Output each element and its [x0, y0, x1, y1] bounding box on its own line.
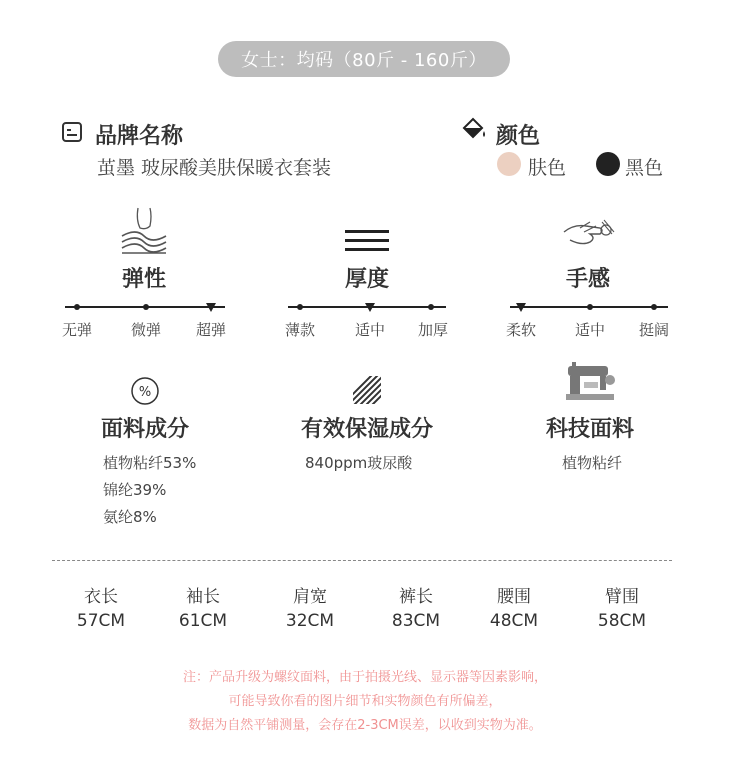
color-title: 颜色 [496, 124, 541, 149]
scale-dot [428, 304, 434, 310]
scale-dot [143, 304, 149, 310]
measurement-label: 臂围 [605, 587, 639, 607]
measurement-value: 57CM [76, 611, 126, 631]
scale-marker [516, 303, 526, 312]
composition-line: 840ppm玻尿酸 [305, 454, 413, 472]
note-line: 数据为自然平铺测量，会存在2-3CM误差，以收到实物为准。 [188, 718, 542, 733]
measurement-value: 61CM [178, 611, 228, 631]
percent-icon [130, 376, 160, 406]
tick-label: 薄款 [284, 321, 315, 339]
tick-label: 加厚 [417, 321, 448, 339]
measurement-label: 腰围 [497, 587, 531, 607]
composition-title-fabric: 面料成分 [100, 417, 189, 442]
measurement-value: 48CM [489, 611, 539, 631]
tick-label: 适中 [574, 321, 605, 339]
tick-label: 微弹 [130, 321, 161, 339]
measurement-label: 裤长 [399, 587, 433, 607]
color-swatch-skin[interactable] [497, 152, 521, 176]
tick-label: 挺阔 [638, 321, 669, 339]
composition-title-moisture: 有效保湿成分 [300, 417, 433, 442]
thickness-icon [339, 206, 395, 256]
brand-title: 品牌名称 [95, 124, 184, 149]
measurement-label: 袖长 [186, 587, 220, 607]
composition-title-tech: 科技面料 [545, 417, 634, 442]
scale-dot [587, 304, 593, 310]
composition-line: 氨纶8% [103, 508, 157, 526]
dashed-divider [52, 560, 672, 561]
note-line: 可能导致你看的图片细节和实物颜色有所偏差， [228, 694, 502, 709]
hand-feel-icon [560, 210, 616, 260]
color-swatch-black[interactable] [596, 152, 620, 176]
color-label-black: 黑色 [625, 157, 664, 179]
scale-dot [74, 304, 80, 310]
size-banner: 女士：均码（80斤 - 160斤） [218, 41, 510, 77]
paint-bucket-icon [460, 116, 488, 144]
tick-label: 超弹 [195, 321, 226, 339]
svg-text:%: % [138, 385, 152, 400]
measurement-label: 衣长 [84, 587, 118, 607]
measurement-label: 肩宽 [293, 587, 327, 607]
tick-label: 无弹 [61, 321, 92, 339]
measurement-value: 83CM [391, 611, 441, 631]
scale-marker [365, 303, 375, 312]
brand-tag-icon [62, 122, 82, 142]
composition-line: 锦纶39% [103, 481, 167, 499]
composition-line: 植物粘纤53% [103, 454, 197, 472]
measurement-value: 32CM [285, 611, 335, 631]
elastic-icon [116, 206, 172, 256]
tick-label: 柔软 [505, 321, 536, 339]
scale-marker [206, 303, 216, 312]
measurement-value: 58CM [597, 611, 647, 631]
composition-line: 植物粘纤 [562, 454, 623, 472]
tick-label: 适中 [354, 321, 385, 339]
brand-name: 茧墨 玻尿酸美肤保暖衣套装 [97, 157, 332, 179]
color-label-skin: 肤色 [528, 157, 567, 179]
note-line: 注：产品升级为螺纹面料，由于拍摄光线、显示器等因素影响， [182, 670, 547, 685]
property-title-hand-feel: 手感 [565, 267, 610, 292]
property-title-elastic: 弹性 [121, 267, 166, 292]
scale-dot [297, 304, 303, 310]
hatch-icon [352, 375, 382, 405]
property-title-thickness: 厚度 [344, 267, 389, 292]
scale-dot [651, 304, 657, 310]
sewing-machine-icon [564, 360, 618, 404]
